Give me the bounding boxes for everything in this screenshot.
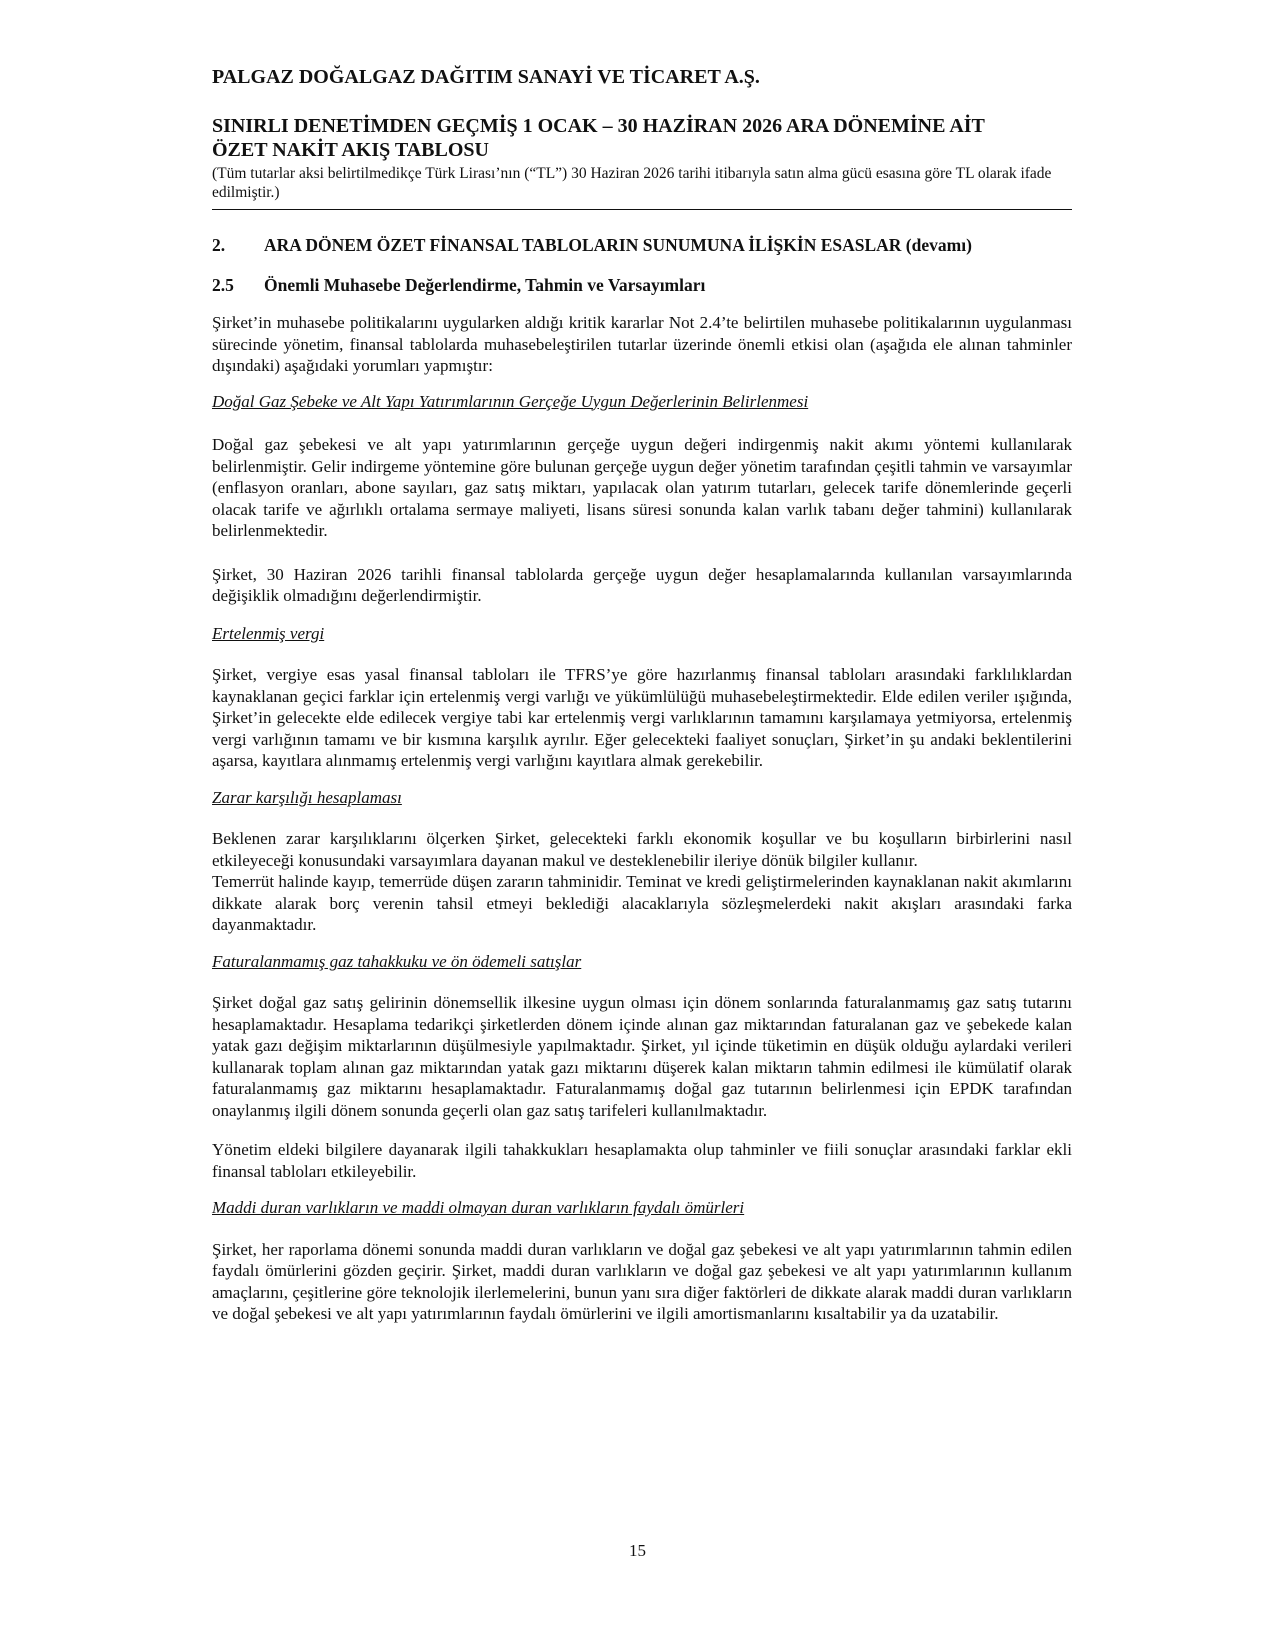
topic-paragraph: Doğal gaz şebekesi ve alt yapı yatırımlarının gerçeğe uygun değeri indirgenmiş nakit akımı yöntemi kullanılarak belirlenmiştir. Gelir indirgeme yöntemine göre bulunan gerçeğe uygun değer yönetim tarafından çeşitli tahmin ve varsayımlar (enflasyon oranları, abone sayıları, gaz satış miktarı, yapılacak olan yatırım tutarları, gelecek tarife dönemlerinde geçerli olacak tarife ve ağırlıklı ortalama sermaye maliyeti, lisans süresi sonunda kalan varlık tabanı değer tahmini) kullanılarak belirlenmektedir.	[212, 435, 1072, 540]
subsection-title: Önemli Muhasebe Değerlendirme, Tahmin ve Varsayımları	[264, 275, 706, 295]
currency-note: (Tüm tutarlar aksi belirtilmedikçe Türk Lirası’nın (“TL”) 30 Haziran 2026 tarihi itibarıyla satın alma gücü esasına göre TL olarak ifade edilmiştir.)	[212, 165, 1052, 201]
topic-heading-fair-value: Doğal Gaz Şebeke ve Alt Yapı Yatırımlarının Gerçeğe Uygun Değerlerinin Belirlenmesi	[212, 391, 809, 411]
topic-heading-deferred-tax: Ertelenmiş vergi	[212, 623, 325, 643]
company-name: PALGAZ DOĞALGAZ DAĞITIM SANAYİ VE TİCARET A.Ş.	[212, 66, 760, 88]
topic-paragraph: Şirket, her raporlama dönemi sonunda maddi duran varlıkların ve doğal gaz şebekesi ve alt yapı yatırımlarının tahmin edilen faydalı ömürlerini gözden geçirir. Şirket, maddi duran varlıkların ve doğal gaz şebekesi ve alt yapı yatırımlarının kullanım amaçlarını, çeşitlerine göre teknolojik ilerlemelerini, bunun yanı sıra diğer faktörleri de dikkate alarak maddi duran varlıkların ve doğal şebekesi ve alt yapı yatırımlarının faydalı ömürlerini ve ilgili amortismanlarını kısaltabilir ya da uzatabilir.	[212, 1239, 1072, 1323]
subsection-number: 2.5	[212, 275, 234, 295]
topic-heading-useful-lives: Maddi duran varlıkların ve maddi olmayan duran varlıkların faydalı ömürleri	[212, 1198, 745, 1217]
document-page	[212, 64, 1072, 1325]
topic-paragraph: Şirket, 30 Haziran 2026 tarihli finansal tablolarda gerçeğe uygun değer hesaplamalarında kullanılan varsayımlarında değişiklik olmadığını değerlendirmiştir.	[212, 564, 1072, 605]
subsection-heading	[212, 274, 1072, 296]
topic-heading-unbilled-gas: Faturalanmamış gaz tahakkuku ve ön ödemeli satışlar	[212, 951, 582, 971]
topic-paragraph: Temerrüt halinde kayıp, temerrüde düşen zararın tahminidir. Teminat ve kredi geliştirmelerinden kaynaklanan nakit akımlarını dikkate alarak borç verenin tahsil etmeyi beklediği alacaklarıyla sözleşmelerdeki nakit akışları arasındaki farka dayanmaktadır.	[212, 872, 1072, 934]
section-number: 2.	[212, 235, 226, 255]
header-divider	[212, 209, 1072, 210]
page-number: 15	[629, 1541, 646, 1560]
section-title: ARA DÖNEM ÖZET FİNANSAL TABLOLARIN SUNUMUNA İLİŞKİN ESASLAR (devamı)	[264, 235, 972, 255]
section-heading	[212, 234, 1072, 256]
statement-title	[212, 114, 1072, 162]
intro-paragraph: Şirket’in muhasebe politikalarını uygularken aldığı kritik kararlar Not 2.4’te belirtilen muhasebe politikalarının uygulanması sürecinde yönetim, finansal tablolarda muhasebeleştirilen tutarlar üzerinde önemli etkisi olan (aşağıda ele alınan tahminler dışındaki) aşağıdaki yorumları yapmıştır:	[212, 313, 1072, 375]
topic-heading-loss-allowance: Zarar karşılığı hesaplaması	[212, 787, 402, 807]
topic-paragraph: Şirket, vergiye esas yasal finansal tabloları ile TFRS’ye göre hazırlanmış finansal tabloları arasındaki farklılıklardan kaynaklanan geçici farklar için ertelenmiş vergi varlığı ve yükümlülüğü muhasebeleştirmektedir. Elde edilen veriler ışığında, Şirket’in gelecekte elde edilecek vergiye tabi kar ertelenmiş vergi varlıklarının tamamını karşılamaya yetmiyorsa, ertelenmiş vergi varlığının tamamı ve bir kısmına karşılık ayrılır. Eğer gelecekteki faaliyet sonuçları, Şirket’in şu andaki beklentilerini aşarsa, kayıtlara alınmamış ertelenmiş vergi varlığını kayıtlara almak gerekebilir.	[212, 665, 1072, 770]
topic-paragraph: Beklenen zarar karşılıklarını ölçerken Şirket, gelecekteki farklı ekonomik koşullar ve bu koşulların birbirlerini nasıl etkileyeceği konusundaki varsayımlara dayanan makul ve desteklenebilir ileriye dönük bilgiler kullanır.	[212, 829, 1072, 870]
topic-paragraph: Yönetim eldeki bilgilere dayanarak ilgili tahakkukları hesaplamakta olup tahminler ve fiili sonuçlar arasındaki farklar ekli finansal tabloları etkileyebilir.	[212, 1140, 1072, 1181]
statement-title-line-2: ÖZET NAKİT AKIŞ TABLOSU	[212, 139, 489, 161]
statement-title-line-1: SINIRLI DENETİMDEN GEÇMİŞ 1 OCAK – 30 HAZİRAN 2026 ARA DÖNEMİNE AİT	[212, 115, 985, 137]
topic-paragraph: Şirket doğal gaz satış gelirinin dönemsellik ilkesine uygun olması için dönem sonlarında faturalanmamış gaz satış tutarını hesaplamaktadır. Hesaplama tedarikçi şirketlerden dönem içinde alınan gaz miktarından faturalanan gaz ve şebekede kalan yatak gazı değişim miktarlarının düşülmesiyle yapılmaktadır. Şirket, yıl içinde tüketimin en düşük olduğu aylardaki verileri kullanarak toplam alınan gaz miktarından yatak gazı miktarını düşerek kalan miktarın tahmin edilmesi ile kümülatif olarak faturalanmamış gaz miktarını hesaplamaktadır. Faturalanmamış doğal gaz tutarının belirlenmesi için EPDK tarafından onaylanmış ilgili dönem sonunda geçerli olan gaz satış tarifeleri kullanılmaktadır.	[212, 993, 1072, 1120]
